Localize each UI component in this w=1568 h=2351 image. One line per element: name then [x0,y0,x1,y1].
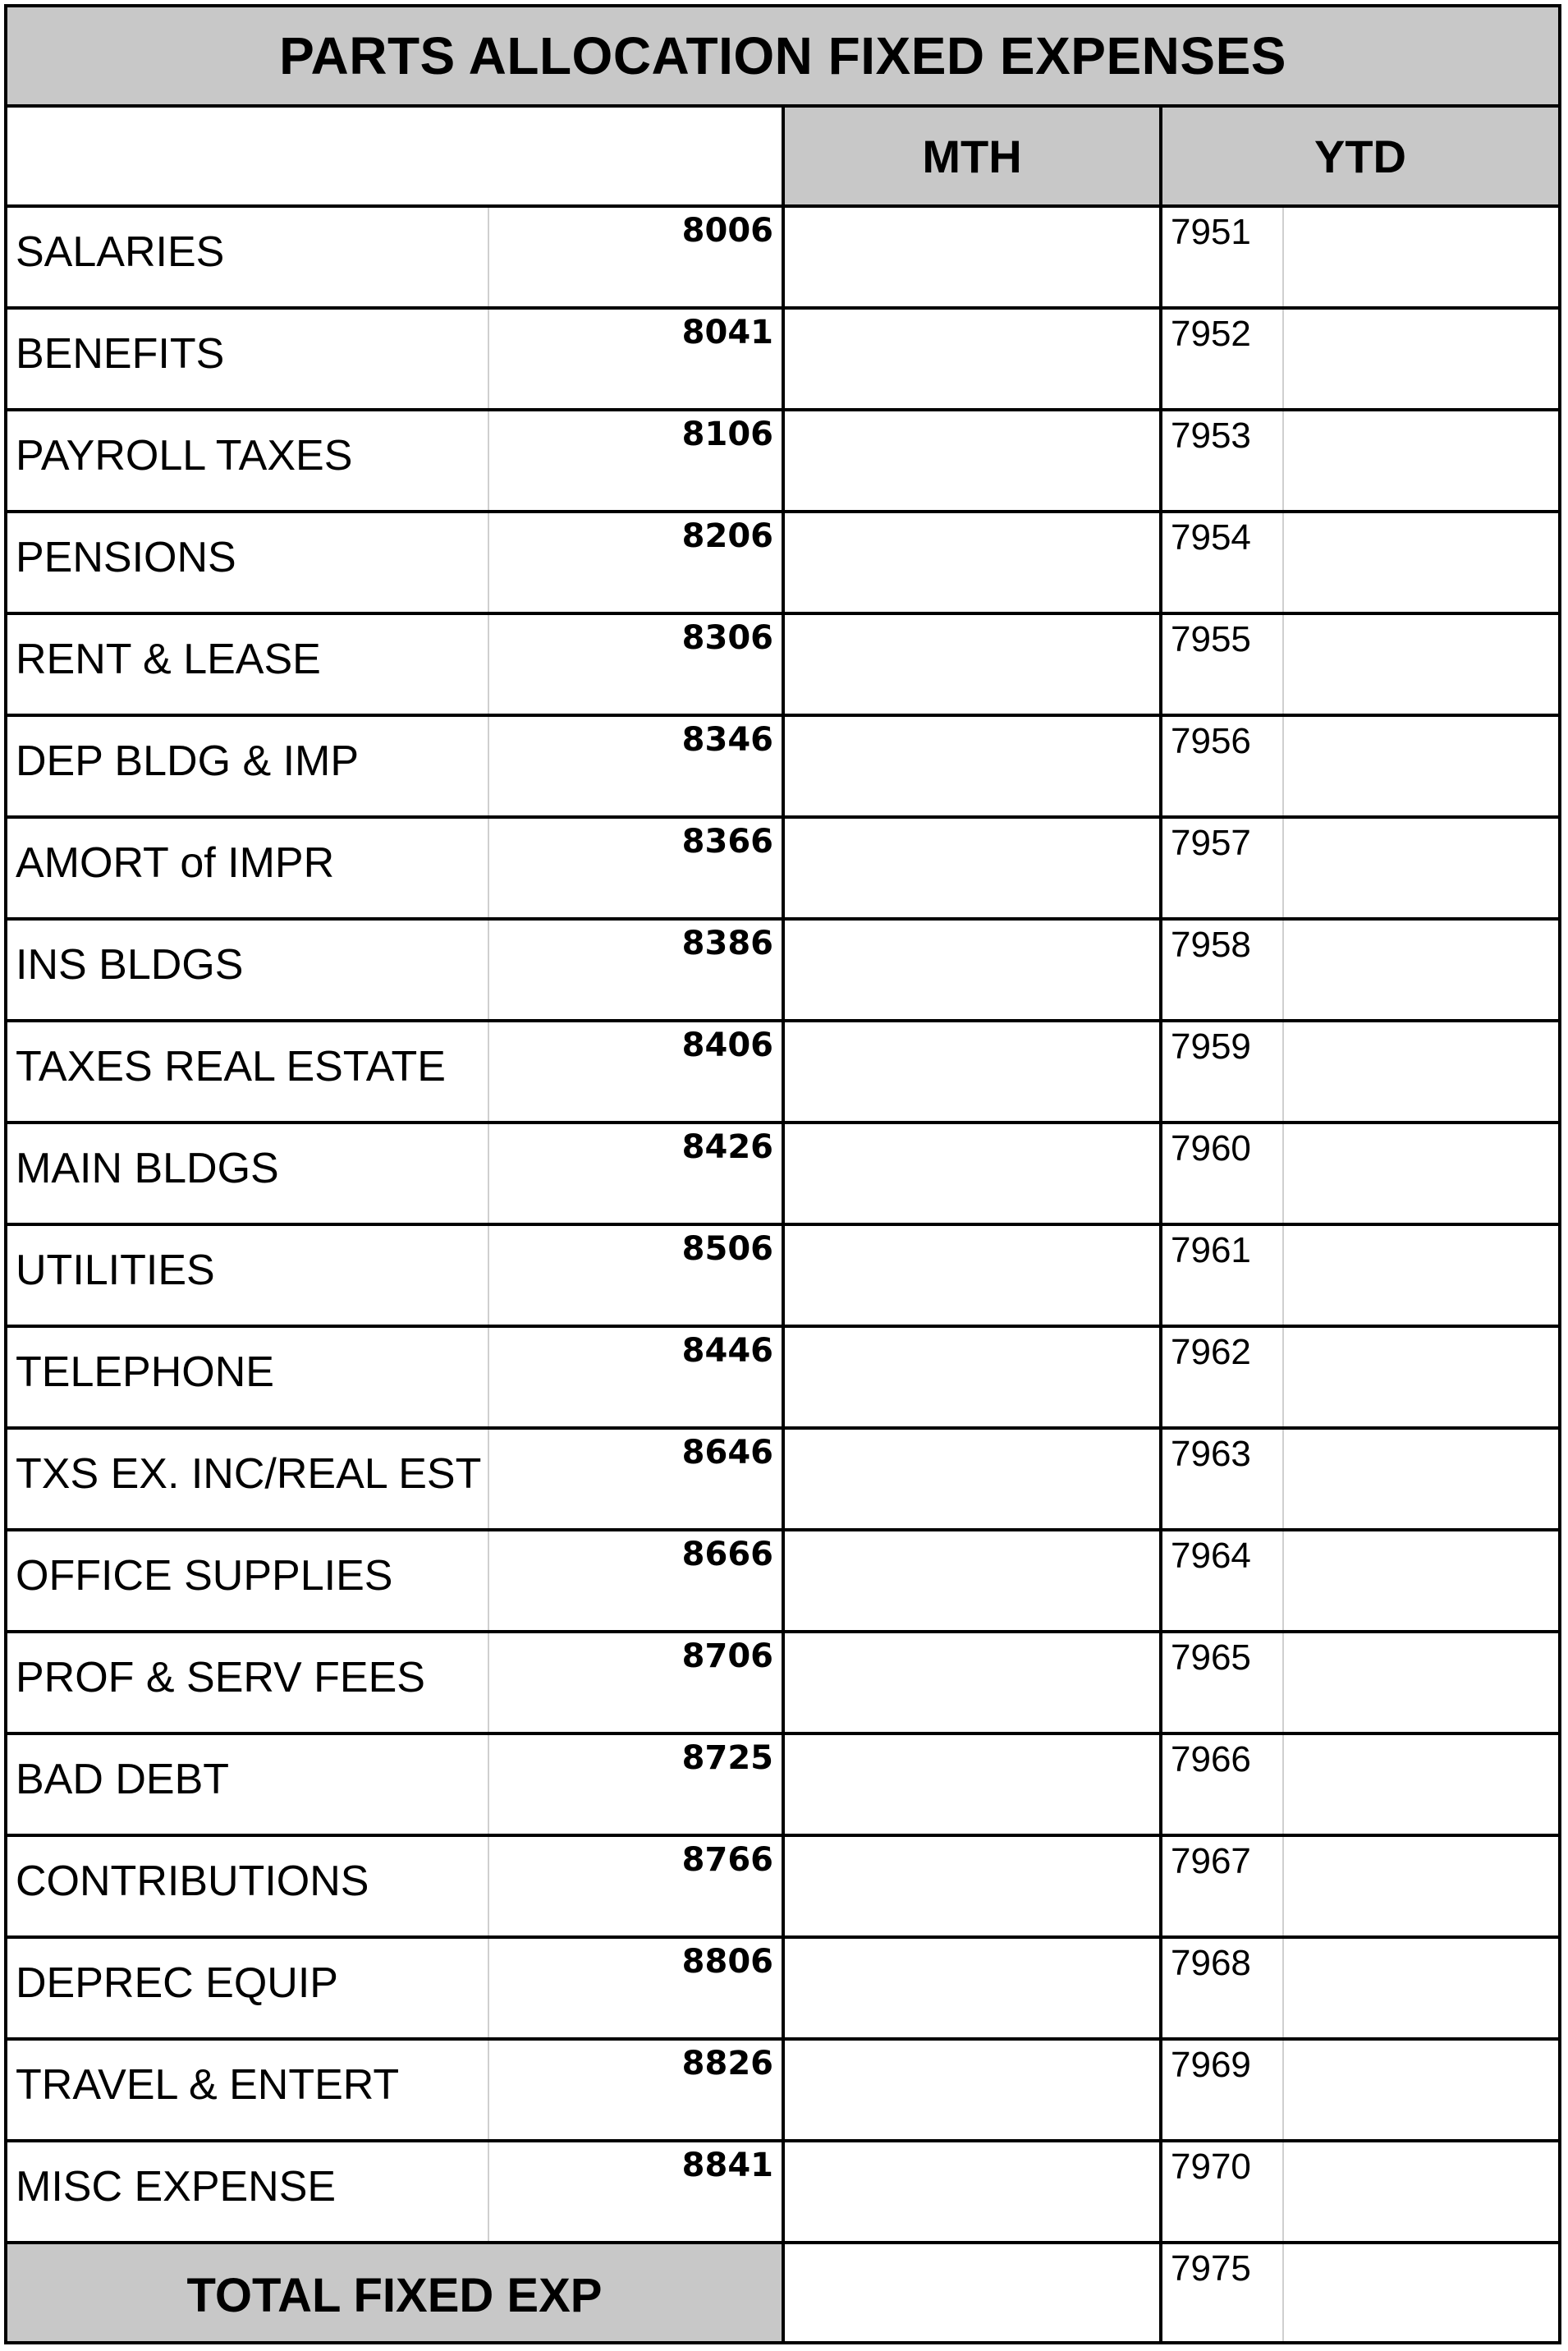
ytd-code: 7951 [1162,208,1284,306]
ytd-code: 7959 [1162,1022,1284,1121]
mth-value-cell[interactable] [785,513,1162,612]
ytd-value-cell[interactable] [1284,1735,1558,1834]
account-code: 8766 [489,1837,785,1935]
ytd-value-cell[interactable] [1284,1328,1558,1426]
expense-row [7,1735,1558,1837]
ytd-value-cell[interactable] [1284,1022,1558,1121]
account-code: 8841 [489,2142,785,2241]
ytd-value-cell[interactable] [1284,1430,1558,1528]
account-code: 8706 [489,1633,785,1732]
account-code: 8446 [489,1328,785,1426]
ytd-value-cell[interactable] [1284,2041,1558,2139]
mth-value-cell[interactable] [785,2041,1162,2139]
expense-label: TRAVEL & ENTERT [7,2041,489,2139]
expense-row [7,921,1558,1022]
expense-row [7,1430,1558,1531]
mth-value-cell[interactable] [785,819,1162,917]
mth-value-cell[interactable] [785,1939,1162,2037]
account-code: 8806 [489,1939,785,2037]
account-code: 8346 [489,717,785,815]
account-code: 8041 [489,310,785,408]
expense-row [7,717,1558,819]
expense-label: PENSIONS [7,513,489,612]
expense-row [7,2041,1558,2142]
expense-row [7,1022,1558,1124]
header-mth: MTH [785,108,1162,204]
mth-value-cell[interactable] [785,411,1162,510]
ytd-code: 7952 [1162,310,1284,408]
sheet-title: PARTS ALLOCATION FIXED EXPENSES [7,7,1558,108]
account-code: 8826 [489,2041,785,2139]
account-code: 8406 [489,1022,785,1121]
ytd-value-cell[interactable] [1284,513,1558,612]
expense-row [7,1124,1558,1226]
mth-value-cell[interactable] [785,1022,1162,1121]
ytd-code: 7963 [1162,1430,1284,1528]
mth-value-cell[interactable] [785,1430,1162,1528]
expense-label: TXS EX. INC/REAL EST [7,1430,489,1528]
ytd-code: 7965 [1162,1633,1284,1732]
mth-value-cell[interactable] [785,1226,1162,1325]
expense-label: RENT & LEASE [7,615,489,714]
expense-row [7,411,1558,513]
expense-sheet [4,4,1561,2344]
ytd-value-cell[interactable] [1284,411,1558,510]
mth-value-cell[interactable] [785,208,1162,306]
ytd-code: 7956 [1162,717,1284,815]
account-code: 8646 [489,1430,785,1528]
ytd-code: 7968 [1162,1939,1284,2037]
account-code: 8725 [489,1735,785,1834]
account-code: 8386 [489,921,785,1019]
mth-value-cell[interactable] [785,921,1162,1019]
expense-row [7,615,1558,717]
mth-value-cell[interactable] [785,1124,1162,1223]
expense-row [7,1531,1558,1633]
ytd-code: 7970 [1162,2142,1284,2241]
expense-label: MISC EXPENSE [7,2142,489,2241]
header-ytd: YTD [1162,108,1558,204]
total-row [7,2244,1558,2341]
total-mth-cell[interactable] [785,2244,1162,2341]
ytd-code: 7967 [1162,1837,1284,1935]
expense-row [7,1837,1558,1939]
ytd-code: 7961 [1162,1226,1284,1325]
ytd-value-cell[interactable] [1284,615,1558,714]
account-code: 8306 [489,615,785,714]
total-ytd-code: 7975 [1162,2244,1284,2341]
expense-row [7,208,1558,310]
ytd-value-cell[interactable] [1284,1226,1558,1325]
account-code: 8106 [489,411,785,510]
expense-rows [7,208,1558,2244]
total-ytd-cell[interactable] [1284,2244,1558,2341]
mth-value-cell[interactable] [785,1633,1162,1732]
expense-row [7,310,1558,411]
account-code: 8006 [489,208,785,306]
mth-value-cell[interactable] [785,717,1162,815]
header-blank-cell [7,108,785,204]
expense-label: AMORT of IMPR [7,819,489,917]
expense-label: PAYROLL TAXES [7,411,489,510]
expense-label: TELEPHONE [7,1328,489,1426]
ytd-value-cell[interactable] [1284,717,1558,815]
ytd-code: 7954 [1162,513,1284,612]
expense-row [7,819,1558,921]
ytd-code: 7955 [1162,615,1284,714]
ytd-code: 7960 [1162,1124,1284,1223]
expense-label: BENEFITS [7,310,489,408]
mth-value-cell[interactable] [785,2142,1162,2241]
expense-label: CONTRIBUTIONS [7,1837,489,1935]
mth-value-cell[interactable] [785,310,1162,408]
account-code: 8206 [489,513,785,612]
expense-row [7,1939,1558,2041]
expense-row [7,1633,1558,1735]
ytd-value-cell[interactable] [1284,2142,1558,2241]
account-code: 8426 [489,1124,785,1223]
expense-label: TAXES REAL ESTATE [7,1022,489,1121]
ytd-code: 7969 [1162,2041,1284,2139]
expense-label: SALARIES [7,208,489,306]
column-header-row [7,108,1558,208]
mth-value-cell[interactable] [785,1531,1162,1630]
expense-label: DEPREC EQUIP [7,1939,489,2037]
mth-value-cell[interactable] [785,1837,1162,1935]
expense-label: INS BLDGS [7,921,489,1019]
mth-value-cell[interactable] [785,615,1162,714]
account-code: 8666 [489,1531,785,1630]
ytd-code: 7953 [1162,411,1284,510]
ytd-value-cell[interactable] [1284,1939,1558,2037]
expense-row [7,1226,1558,1328]
expense-label: PROF & SERV FEES [7,1633,489,1732]
ytd-value-cell[interactable] [1284,1837,1558,1935]
account-code: 8506 [489,1226,785,1325]
ytd-code: 7962 [1162,1328,1284,1426]
expense-label: DEP BLDG & IMP [7,717,489,815]
ytd-value-cell[interactable] [1284,310,1558,408]
ytd-code: 7958 [1162,921,1284,1019]
ytd-value-cell[interactable] [1284,1531,1558,1630]
total-label: TOTAL FIXED EXP [7,2244,785,2341]
expense-label: BAD DEBT [7,1735,489,1834]
mth-value-cell[interactable] [785,1328,1162,1426]
ytd-code: 7964 [1162,1531,1284,1630]
ytd-value-cell[interactable] [1284,208,1558,306]
expense-row [7,2142,1558,2244]
expense-label: MAIN BLDGS [7,1124,489,1223]
ytd-code: 7957 [1162,819,1284,917]
expense-label: OFFICE SUPPLIES [7,1531,489,1630]
expense-row [7,513,1558,615]
ytd-value-cell[interactable] [1284,1124,1558,1223]
mth-value-cell[interactable] [785,1735,1162,1834]
ytd-value-cell[interactable] [1284,819,1558,917]
expense-label: UTILITIES [7,1226,489,1325]
ytd-value-cell[interactable] [1284,1633,1558,1732]
expense-row [7,1328,1558,1430]
account-code: 8366 [489,819,785,917]
ytd-code: 7966 [1162,1735,1284,1834]
ytd-value-cell[interactable] [1284,921,1558,1019]
